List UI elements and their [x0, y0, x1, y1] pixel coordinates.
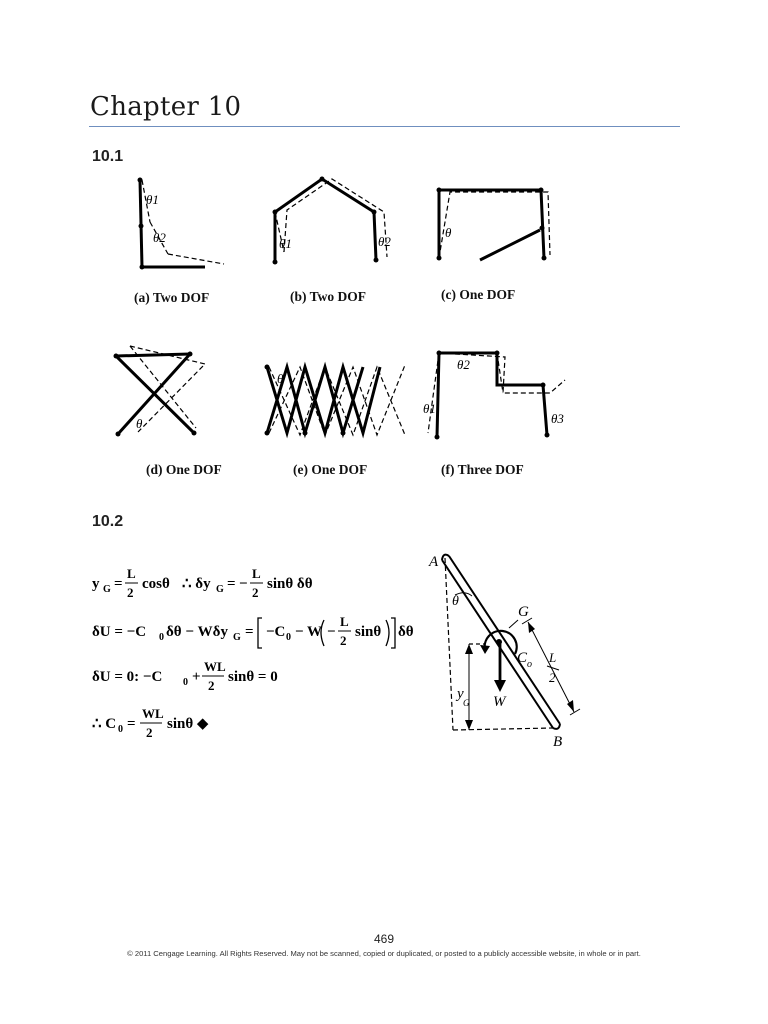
couple-c0-label: C	[517, 650, 528, 666]
weight-w-label: W	[493, 694, 506, 710]
figure-f-diagram	[425, 345, 585, 450]
equations-block	[90, 560, 414, 750]
svg-text:0: 0	[183, 677, 188, 688]
couple-c0-subscript: o	[527, 659, 532, 670]
problem-number-10-1: 10.1	[92, 148, 124, 165]
rod-diagram	[425, 550, 600, 750]
theta-label: θ	[452, 594, 459, 609]
figure-a-diagram	[120, 172, 240, 282]
svg-text:sinθ δθ: sinθ δθ	[267, 576, 313, 592]
svg-text:cosθ: cosθ	[142, 576, 170, 592]
svg-text:2: 2	[340, 633, 347, 648]
svg-text:sinθ = 0: sinθ = 0	[228, 669, 278, 685]
figure-f-caption: (f) Three DOF	[441, 462, 524, 477]
svg-text:L: L	[252, 566, 261, 581]
svg-text:=: =	[227, 576, 236, 592]
height-yg-label: y	[457, 686, 464, 702]
equation-3	[92, 659, 278, 693]
svg-text:∴ C: ∴ C	[92, 716, 117, 732]
chapter-title: Chapter 10	[90, 92, 242, 122]
theta-2-label: θ2	[457, 357, 470, 372]
problem-number-10-2: 10.2	[92, 513, 124, 530]
theta-1-label: θ1	[423, 401, 436, 416]
svg-text:L: L	[127, 566, 136, 581]
theta-2-label: θ2	[378, 234, 391, 249]
theta-1-label: θ1	[279, 236, 292, 251]
title-divider	[89, 126, 680, 127]
equation-4	[92, 706, 209, 740]
theta-1-label: θ1	[146, 192, 159, 207]
figure-b-diagram	[262, 172, 392, 272]
svg-text:∴ δy: ∴ δy	[182, 576, 211, 592]
figure-d-diagram	[110, 344, 220, 444]
svg-text:L: L	[340, 614, 349, 629]
figure-c-caption: (c) One DOF	[441, 287, 516, 302]
svg-text:δU = 0: −C: δU = 0: −C	[92, 669, 163, 685]
half-length-denominator: 2	[549, 670, 556, 685]
figure-c-diagram	[430, 180, 560, 270]
svg-text:=: =	[127, 716, 136, 732]
point-a-label: A	[429, 554, 439, 570]
svg-text:0: 0	[118, 724, 123, 735]
height-yg-subscript: G	[463, 698, 470, 708]
figure-d-caption: (d) One DOF	[146, 462, 222, 477]
point-b-label: B	[553, 734, 563, 750]
svg-text:WL: WL	[204, 659, 226, 674]
svg-text:sinθ ◆: sinθ ◆	[167, 716, 209, 732]
half-length-numerator: L	[549, 650, 557, 665]
svg-text:G: G	[103, 584, 111, 595]
point-g-label: G	[518, 604, 529, 620]
svg-text:−: −	[239, 576, 248, 592]
theta-label: θ	[136, 416, 143, 431]
svg-text:δU = −C: δU = −C	[92, 624, 147, 640]
figure-e-diagram	[255, 355, 415, 440]
theta-label: θ	[277, 371, 284, 386]
svg-text:−C: −C	[266, 624, 286, 640]
theta-3-label: θ3	[551, 411, 564, 426]
svg-text:2: 2	[127, 585, 134, 600]
figure-b-caption: (b) Two DOF	[290, 289, 367, 304]
theta-2-label: θ2	[153, 230, 166, 245]
page-number: 469	[373, 932, 395, 946]
svg-text:+: +	[192, 669, 201, 685]
svg-text:sinθ: sinθ	[355, 624, 382, 640]
svg-text:G: G	[216, 584, 224, 595]
svg-text:y: y	[92, 576, 100, 592]
svg-text:2: 2	[208, 678, 215, 693]
svg-text:=: =	[245, 624, 254, 640]
svg-text:2: 2	[252, 585, 259, 600]
copyright-notice: © 2011 Cengage Learning. All Rights Reserved. May not be scanned, copied or duplicated, or posted to a publicly accessible website, in whole or in part.	[127, 949, 641, 958]
svg-text:2: 2	[146, 725, 153, 740]
svg-text:−: −	[327, 624, 336, 640]
svg-text:G: G	[233, 632, 241, 643]
svg-text:0: 0	[159, 632, 164, 643]
figure-e-caption: (e) One DOF	[293, 462, 368, 477]
theta-label: θ	[445, 225, 452, 240]
figure-a-caption: (a) Two DOF	[134, 290, 210, 305]
equation-1	[92, 566, 313, 600]
svg-text:=: =	[114, 576, 123, 592]
svg-text:WL: WL	[142, 706, 164, 721]
svg-text:δθ: δθ	[398, 624, 414, 640]
equation-2	[92, 614, 414, 648]
svg-text:δθ − Wδy: δθ − Wδy	[166, 624, 228, 640]
svg-text:0: 0	[286, 632, 291, 643]
svg-text:− W: − W	[295, 624, 323, 640]
